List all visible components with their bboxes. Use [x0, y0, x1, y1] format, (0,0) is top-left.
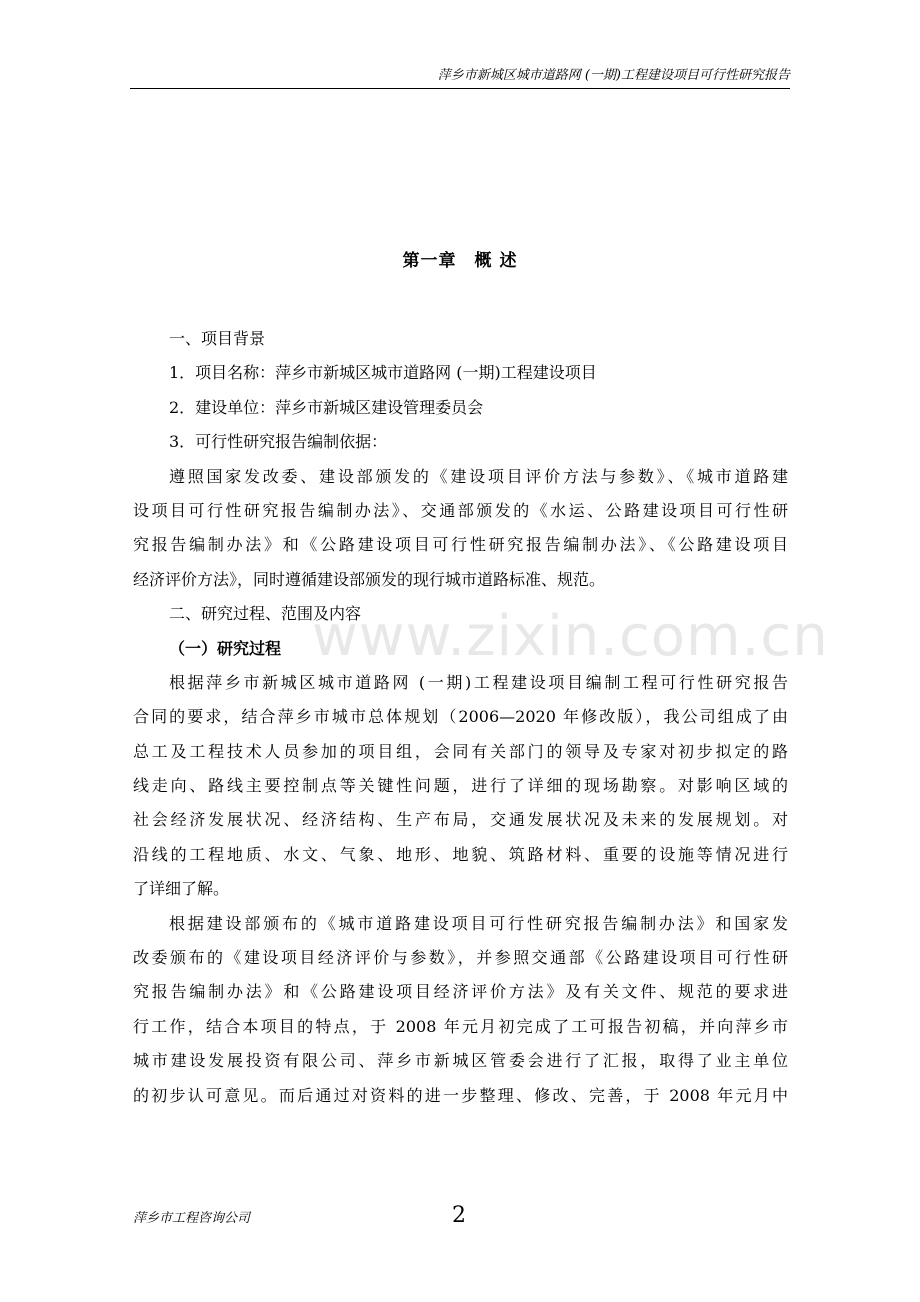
- chapter-title: 第一章 概 述: [402, 251, 518, 271]
- paragraph-line: 究报告编制办法》和《公路建设项目可行性研究报告编制办法》、《公路建设项目: [133, 535, 788, 555]
- paragraph-line: 根据建设部颁布的《城市道路建设项目可行性研究报告编制办法》和国家发: [169, 913, 788, 933]
- document-body: [133, 322, 788, 1113]
- paragraph-line: 的初步认可意见。而后通过对资料的进一步整理、修改、完善，于 2008 年元月中: [133, 1085, 788, 1105]
- paragraph-line: 线走向、路线主要控制点等关键性问题，进行了详细的现场勘察。对影响区域的: [133, 776, 788, 796]
- header-rule: [130, 88, 790, 89]
- paragraph-line: 改委颁布的《建设项目经济评价与参数》，并参照交通部《公路建设项目可行性研: [133, 948, 788, 968]
- paragraph-line: 遵照国家发改委、建设部颁发的《建设项目评价方法与参数》、《城市道路建: [169, 466, 788, 486]
- paragraph-line: 根据萍乡市新城区城市道路网 (一期)工程建设项目编制工程可行性研究报告: [169, 672, 788, 692]
- paragraph-line: 设项目可行性研究报告编制办法》、交通部颁发的《水运、公路建设项目可行性研: [133, 500, 788, 520]
- list-item: 3．可行性研究报告编制依据：: [169, 432, 388, 452]
- paragraph-line: 总工及工程技术人员参加的项目组，会同有关部门的领导及专家对初步拟定的路: [133, 741, 788, 761]
- paragraph-line: 沿线的工程地质、水文、气象、地形、地貌、筑路材料、重要的设施等情况进行: [133, 844, 788, 864]
- paragraph-line: 了详细了解。: [133, 879, 230, 899]
- footer-company: 萍乡市工程咨询公司: [133, 1211, 251, 1226]
- list-item: 1．项目名称：萍乡市新城区城市道路网 (一期)工程建设项目: [169, 363, 597, 383]
- paragraph-line: 社会经济发展状况、经济结构、生产布局，交通发展状况及未来的发展规划。对: [133, 810, 788, 830]
- section-heading: 一、项目背景: [169, 329, 266, 348]
- watermark: www.zixin.com.cn: [312, 604, 829, 669]
- paragraph-line: 究报告编制办法》和《公路建设项目经济评价方法》及有关文件、规范的要求进: [133, 982, 788, 1002]
- list-item: 2．建设单位：萍乡市新城区建设管理委员会: [169, 397, 484, 417]
- paragraph-line: 行工作，结合本项目的特点，于 2008 年元月初完成了工可报告初稿，并向萍乡市: [133, 1016, 788, 1036]
- paragraph-line: 城市建设发展投资有限公司、萍乡市新城区管委会进行了汇报，取得了业主单位: [133, 1051, 788, 1071]
- running-header: 萍乡市新城区城市道路网 (一期)工程建设项目可行性研究报告: [437, 68, 790, 83]
- section-heading: 二、研究过程、范围及内容: [169, 604, 362, 624]
- paragraph-line: 经济评价方法》，同时遵循建设部颁发的现行城市道路标准、规范。: [133, 569, 606, 589]
- subsection-heading: （一）研究过程: [169, 638, 282, 658]
- page-number: 2: [452, 1203, 466, 1228]
- paragraph-line: 合同的要求，结合萍乡市城市总体规划（2006—2020 年修改版），我公司组成了由: [133, 707, 788, 727]
